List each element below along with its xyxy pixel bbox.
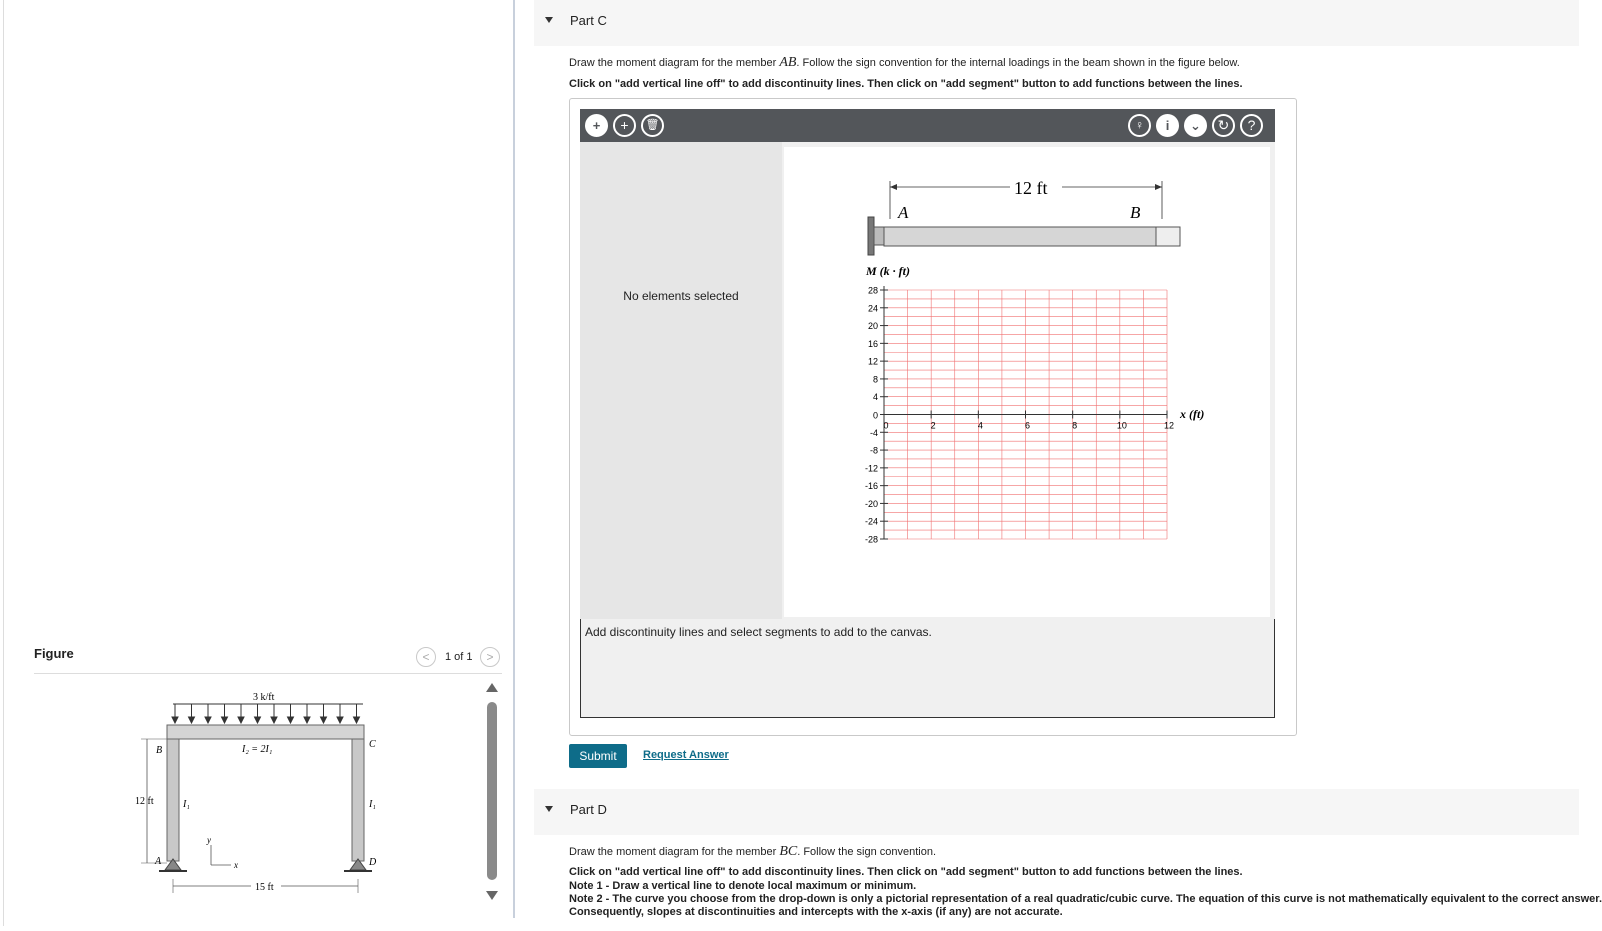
load-arrowhead bbox=[222, 717, 228, 723]
left-border bbox=[3, 0, 4, 926]
part-d-note-3: Consequently, slopes at discontinuities and intercepts with the x-axis (if any) are not accurate. bbox=[569, 906, 1063, 918]
figure-pager-text: 1 of 1 bbox=[445, 651, 473, 663]
frame-label-b: B bbox=[156, 745, 163, 756]
frame-span-label: 15 ft bbox=[255, 882, 274, 893]
y-tick-label: -20 bbox=[864, 498, 878, 509]
load-arrowhead bbox=[354, 717, 360, 723]
frame-axis-x: x bbox=[234, 860, 238, 870]
figure-rule bbox=[34, 673, 502, 674]
load-arrowhead bbox=[337, 717, 343, 723]
part-c-title: Part C bbox=[570, 13, 607, 28]
load-arrowhead bbox=[189, 717, 195, 723]
x-tick-label: 2 bbox=[930, 420, 936, 431]
x-tick-label: 12 bbox=[1163, 420, 1175, 431]
y-tick-label: -24 bbox=[864, 516, 878, 527]
add-segment-button[interactable]: + bbox=[613, 114, 636, 137]
moment-diagram[interactable] bbox=[784, 147, 1270, 617]
status-pane bbox=[580, 619, 1275, 718]
y-tick-label: -8 bbox=[869, 445, 878, 456]
y-axis-label: M (k · ft) bbox=[866, 264, 910, 278]
frame-left-inertia: I₁ bbox=[183, 799, 190, 810]
scroll-up-arrow[interactable] bbox=[486, 683, 498, 692]
frame-load-label: 3 k/ft bbox=[253, 692, 275, 703]
load-arrowhead bbox=[255, 717, 261, 723]
frame-label-d: D bbox=[369, 857, 377, 868]
reset-icon[interactable]: ↻ bbox=[1212, 114, 1235, 137]
frame-label-c: C bbox=[369, 739, 376, 750]
beam-label-b: B bbox=[1130, 203, 1141, 222]
load-arrowhead bbox=[304, 717, 310, 723]
load-arrowhead bbox=[271, 717, 277, 723]
frame-height-label: 12 ft bbox=[135, 796, 154, 807]
x-tick-label: 10 bbox=[1116, 420, 1127, 431]
y-tick-label: 0 bbox=[872, 410, 878, 421]
fixed-support-wall bbox=[868, 217, 874, 255]
info-icon[interactable]: i bbox=[1156, 114, 1179, 137]
figure-prev-button[interactable]: < bbox=[416, 647, 436, 667]
frame-beam bbox=[167, 725, 364, 739]
status-text: Add discontinuity lines and select segments to add to the canvas. bbox=[585, 625, 932, 639]
figure-title: Figure bbox=[34, 646, 74, 661]
frame-beam-inertia: I₂ = 2I₁ bbox=[242, 744, 273, 755]
load-arrowhead bbox=[172, 717, 178, 723]
part-d-instruction: Draw the moment diagram for the member BC. Follow the sign convention. bbox=[569, 844, 937, 859]
frame-right-inertia: I₁ bbox=[369, 799, 376, 810]
add-vertical-line-button[interactable]: + bbox=[585, 114, 608, 137]
beam-label-a: A bbox=[898, 203, 909, 222]
x-tick-label: 8 bbox=[1072, 420, 1078, 431]
y-tick-label: 16 bbox=[867, 338, 878, 349]
y-tick-label: -16 bbox=[864, 481, 878, 492]
frame-figure bbox=[125, 683, 375, 898]
y-tick-label: 4 bbox=[872, 392, 878, 403]
y-tick-label: -12 bbox=[864, 463, 878, 474]
y-tick-label: -28 bbox=[864, 534, 878, 545]
figure-next-button[interactable]: > bbox=[480, 647, 500, 667]
frame-label-a: A bbox=[155, 856, 162, 867]
x-axis-label: x (ft) bbox=[1180, 407, 1205, 421]
y-tick-label: -4 bbox=[869, 427, 878, 438]
y-tick-label: 24 bbox=[867, 303, 878, 314]
part-d-header[interactable] bbox=[534, 789, 1579, 835]
selection-pane bbox=[580, 142, 782, 619]
distributed-load-arrows bbox=[172, 704, 363, 723]
part-d-note-1: Note 1 - Draw a vertical line to denote local maximum or minimum. bbox=[569, 880, 917, 892]
beam-ab bbox=[884, 227, 1180, 246]
panel-divider[interactable] bbox=[513, 0, 515, 918]
load-arrowhead bbox=[288, 717, 294, 723]
load-arrowhead bbox=[238, 717, 244, 723]
part-c-instruction-2: Click on "add vertical line off" to add discontinuity lines. Then click on "add segment" button to add functions between the lines. bbox=[569, 78, 1243, 90]
y-tick-label: 8 bbox=[872, 374, 878, 385]
submit-button[interactable]: Submit bbox=[569, 744, 627, 768]
beam-length-label: 12 ft bbox=[1014, 178, 1048, 198]
y-tick-label: 28 bbox=[867, 285, 878, 296]
no-elements-text: No elements selected bbox=[623, 289, 739, 303]
collapse-triangle-icon[interactable] bbox=[545, 17, 553, 23]
x-tick-label: 6 bbox=[1024, 420, 1031, 431]
x-tick-label: 4 bbox=[977, 420, 983, 431]
load-arrowhead bbox=[321, 717, 327, 723]
scroll-down-arrow[interactable] bbox=[486, 891, 498, 900]
scroll-thumb[interactable] bbox=[487, 702, 497, 880]
y-tick-label: 12 bbox=[867, 356, 878, 367]
help-icon[interactable]: ? bbox=[1240, 114, 1263, 137]
x-tick-label: 0 bbox=[883, 420, 889, 431]
y-tick-labels bbox=[865, 286, 888, 545]
delete-icon[interactable]: 🗑 bbox=[641, 114, 664, 137]
y-tick-label: 20 bbox=[867, 321, 878, 332]
part-d-title: Part D bbox=[570, 802, 607, 817]
collapse-triangle-icon[interactable] bbox=[545, 806, 553, 812]
frame-column-left bbox=[167, 739, 179, 861]
part-d-instruction-2: Click on "add vertical line off" to add discontinuity lines. Then click on "add segment" button to add functions between the lines. bbox=[569, 866, 1243, 878]
part-c-header[interactable] bbox=[534, 0, 1579, 46]
part-c-instruction: Draw the moment diagram for the member AB. Follow the sign convention for the internal loadings in the beam shown in the figure below. bbox=[569, 55, 1240, 70]
frame-column-right bbox=[352, 739, 364, 861]
x-tick-labels bbox=[883, 411, 1174, 431]
part-d-note-2: Note 2 - The curve you choose from the drop-down is only a pictorial representation of a real quadratic/cubic curve. The equation of this curve is not mathematically equivalent to the correct answer. bbox=[569, 893, 1602, 905]
load-arrowhead bbox=[205, 717, 211, 723]
hint-icon[interactable]: ♀ bbox=[1128, 114, 1151, 137]
chevron-down-icon[interactable]: ⌄ bbox=[1184, 114, 1207, 137]
member-bc: BC bbox=[779, 844, 798, 859]
drawing-toolbar bbox=[580, 109, 1275, 142]
frame-axis-y: y bbox=[207, 835, 211, 845]
request-answer-link[interactable]: Request Answer bbox=[643, 749, 729, 761]
member-ab: AB bbox=[779, 55, 797, 70]
